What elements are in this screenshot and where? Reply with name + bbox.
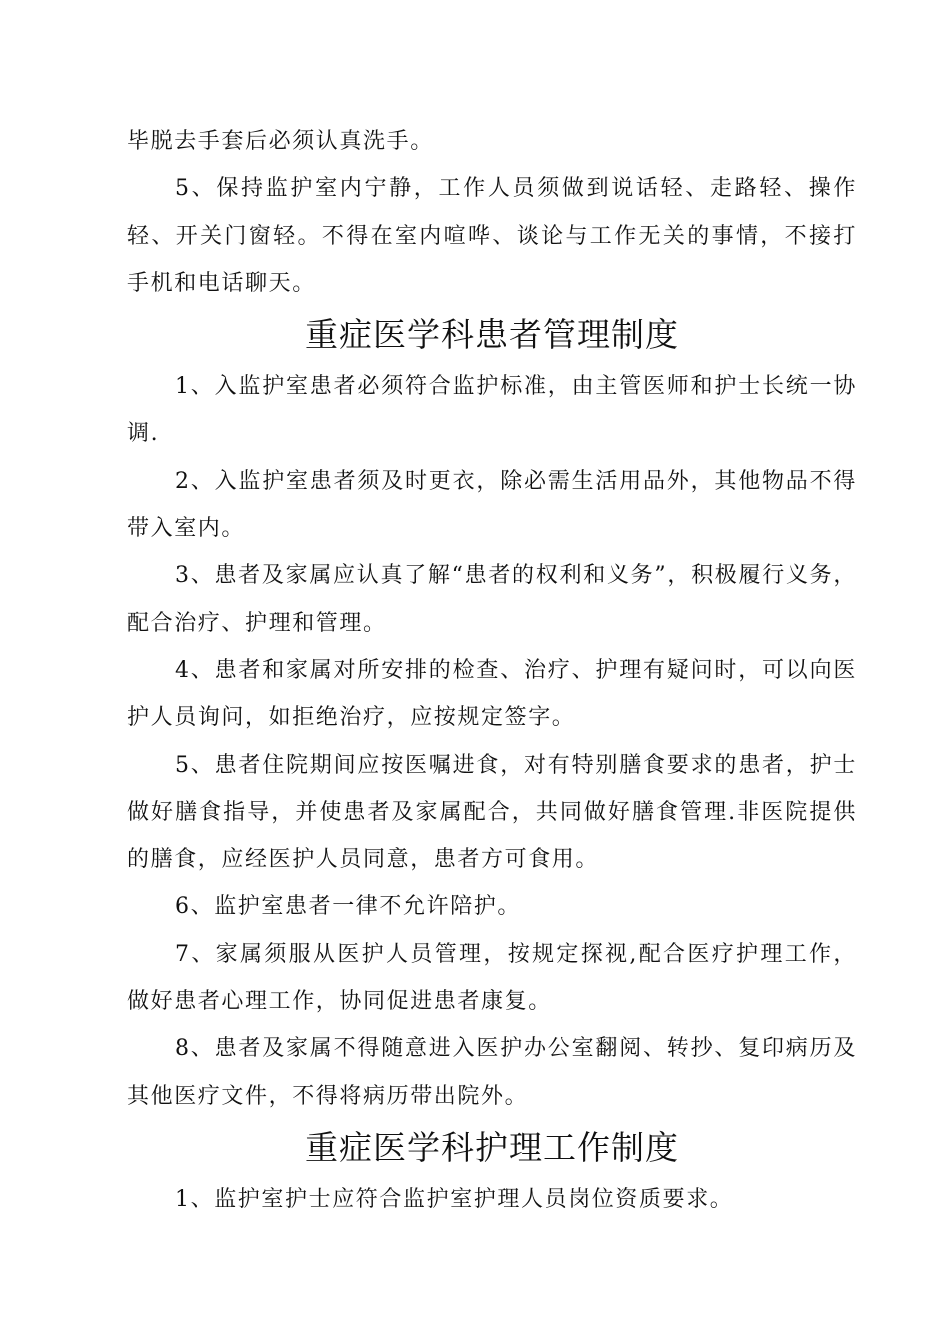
paragraph-item-2: 2、入监护室患者须及时更衣，除必需生活用品外，其他物品不得带入室内。: [127, 468, 857, 542]
section-title-patient-management: 重症医学科患者管理制度: [305, 315, 679, 355]
paragraph-item-6: 6、监护室患者一律不允许陪护。: [175, 894, 521, 920]
paragraph-item-4: 4、患者和家属对所安排的检查、治疗、护理有疑问时，可以向医护人员询问，如拒绝治疗，应按规定签字。: [127, 657, 857, 731]
paragraph-item-8: 8、患者及家属不得随意进入医护办公室翻阅、转抄、复印病历及其他医疗文件，不得将病历带出院外。: [127, 1036, 857, 1109]
paragraph-nursing-item-1: 1、监护室护士应符合监护室护理人员岗位资质要求。: [175, 1186, 734, 1212]
paragraph-item-5-previous: 5、保持监护室内宁静，工作人员须做到说话轻、走路轻、操作轻、开关门窗轻。不得在室内喧哗、谈论与工作无关的事情，不接打手机和电话聊天。: [127, 176, 857, 296]
paragraph-item-5: 5、患者住院期间应按医嘱进食，对有特别膳食要求的患者，护士做好膳食指导，并使患者及家属配合，共同做好膳食管理.非医院提供的膳食，应经医护人员同意，患者方可食用。: [127, 752, 857, 873]
continued-paragraph: 毕脱去手套后必须认真洗手。: [127, 129, 434, 154]
paragraph-item-3: 3、患者及家属应认真了解“患者的权利和义务”，积极履行义务，配合治疗、护理和管理。: [127, 563, 857, 636]
document-body: [127, 118, 857, 1223]
section-title-nursing-work: 重症医学科护理工作制度: [305, 1127, 679, 1167]
paragraph-item-7: 7、家属须服从医护人员管理，按规定探视,配合医疗护理工作，做好患者心理工作，协同促进患者康复。: [127, 941, 857, 1015]
paragraph-item-1: 1、入监护室患者必须符合监护标准，由主管医师和护士长统一协调.: [127, 374, 857, 447]
